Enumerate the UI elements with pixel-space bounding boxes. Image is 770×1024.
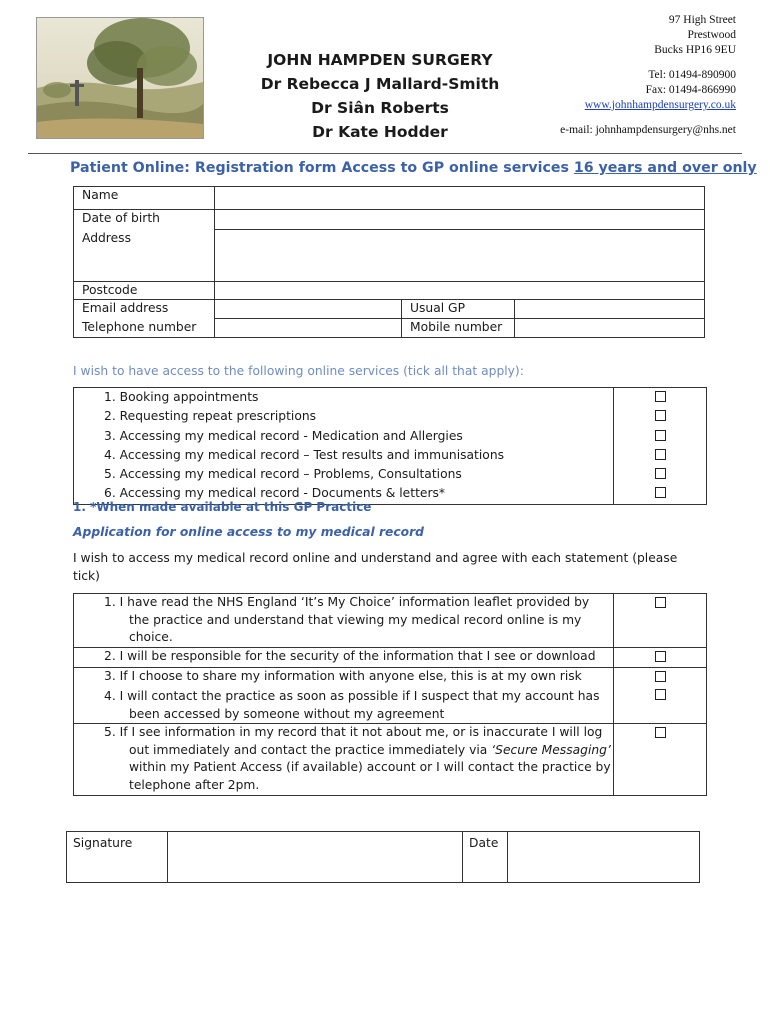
checkbox-statement-3[interactable] bbox=[655, 671, 666, 682]
practice-heading bbox=[250, 48, 510, 144]
usual-gp-field[interactable] bbox=[515, 300, 705, 319]
practice-address bbox=[560, 13, 736, 138]
statement-item: 1. I have read the NHS England ‘It’s My Choice’ information leaflet provided by the practice and understand that viewing my medical record online is my choice. bbox=[104, 595, 590, 645]
form-title-age-restriction: 16 years and over only bbox=[573, 160, 757, 176]
website-link[interactable]: www.johnhampdensurgery.co.uk bbox=[584, 99, 736, 111]
landscape-painting-icon bbox=[37, 18, 203, 138]
service-item: 4. Accessing my medical record – Test results and immunisations bbox=[74, 446, 614, 465]
postcode-label: Postcode bbox=[74, 282, 215, 300]
telephone-label: Telephone number bbox=[74, 319, 215, 338]
header-divider bbox=[28, 153, 742, 154]
practice-name: JOHN HAMPDEN SURGERY bbox=[267, 51, 493, 69]
name-label: Name bbox=[74, 187, 215, 210]
name-field[interactable] bbox=[215, 187, 705, 210]
checkbox-statement-5[interactable] bbox=[655, 727, 666, 738]
email-label: Email address bbox=[74, 300, 215, 319]
date-field[interactable] bbox=[508, 832, 700, 883]
service-item: 5. Accessing my medical record – Problems, Consultations bbox=[74, 465, 614, 484]
checkbox-documents-letters[interactable] bbox=[655, 487, 666, 498]
service-item: 6. Accessing my medical record - Documents & letters* bbox=[74, 484, 614, 504]
address-line: 97 High Street bbox=[668, 14, 736, 26]
statement-intro: I wish to access my medical record online and understand and agree with each statement (please tick) bbox=[73, 551, 678, 583]
statement-item: 5. If I see information in my record that it not about me, or is inaccurate I will log out immediately and contact the practice immediately via ‘Secure Messaging’ within my Patient Access (if available) account or I will contact the practice by telephone after 2pm. bbox=[104, 725, 611, 792]
statement-item: 2. I will be responsible for the security of the information that I see or download bbox=[104, 648, 596, 663]
checkbox-booking-appointments[interactable] bbox=[655, 391, 666, 402]
service-item: 2. Requesting repeat prescriptions bbox=[74, 407, 614, 426]
doctor-name: Dr Kate Hodder bbox=[312, 123, 448, 141]
statement-item: 4. I will contact the practice as soon as possible if I suspect that my account has been accessed by someone without my agreement bbox=[104, 688, 600, 721]
address-label: Address bbox=[74, 230, 215, 282]
mobile-label: Mobile number bbox=[402, 319, 515, 338]
dob-field[interactable] bbox=[215, 210, 705, 230]
statement-item: 3. If I choose to share my information with anyone else, this is at my own risk bbox=[104, 669, 582, 684]
service-item: 1. Booking appointments bbox=[74, 388, 614, 408]
availability-note: 1. *When made available at this GP Practice bbox=[73, 500, 372, 514]
checkbox-problems-consultations[interactable] bbox=[655, 468, 666, 479]
form-title-main: Patient Online: Registration form Access to GP online services bbox=[70, 160, 574, 176]
email-field[interactable] bbox=[215, 300, 402, 319]
usual-gp-label: Usual GP bbox=[402, 300, 515, 319]
date-label: Date bbox=[463, 832, 508, 883]
agreement-table bbox=[73, 593, 707, 796]
service-item: 3. Accessing my medical record - Medication and Allergies bbox=[74, 427, 614, 446]
surgery-logo-painting bbox=[36, 17, 204, 139]
checkbox-test-results[interactable] bbox=[655, 449, 666, 460]
doctor-name: Dr Rebecca J Mallard-Smith bbox=[260, 75, 500, 93]
email-text: e-mail: johnhampdensurgery@nhs.net bbox=[560, 124, 736, 136]
address-field[interactable] bbox=[215, 230, 705, 282]
telephone-field[interactable] bbox=[215, 319, 402, 338]
doctor-name: Dr Siân Roberts bbox=[311, 99, 449, 117]
services-intro: I wish to have access to the following online services (tick all that apply): bbox=[73, 364, 524, 378]
address-line: Prestwood bbox=[687, 29, 736, 41]
application-title: Application for online access to my medical record bbox=[73, 525, 424, 539]
checkbox-statement-1[interactable] bbox=[655, 597, 666, 608]
services-table bbox=[73, 387, 707, 505]
signature-field[interactable] bbox=[168, 832, 463, 883]
form-title bbox=[70, 160, 757, 176]
patient-details-table bbox=[73, 186, 705, 338]
signature-label: Signature bbox=[67, 832, 168, 883]
address-line: Bucks HP16 9EU bbox=[654, 44, 736, 56]
postcode-field[interactable] bbox=[215, 282, 705, 300]
dob-label: Date of birth bbox=[74, 210, 215, 230]
checkbox-statement-2[interactable] bbox=[655, 651, 666, 662]
checkbox-medication-allergies[interactable] bbox=[655, 430, 666, 441]
checkbox-repeat-prescriptions[interactable] bbox=[655, 410, 666, 421]
fax-text: Fax: 01494-866990 bbox=[645, 84, 736, 96]
signature-table bbox=[66, 831, 700, 883]
telephone-text: Tel: 01494-890900 bbox=[648, 69, 736, 81]
checkbox-statement-4[interactable] bbox=[655, 689, 666, 700]
mobile-field[interactable] bbox=[515, 319, 705, 338]
